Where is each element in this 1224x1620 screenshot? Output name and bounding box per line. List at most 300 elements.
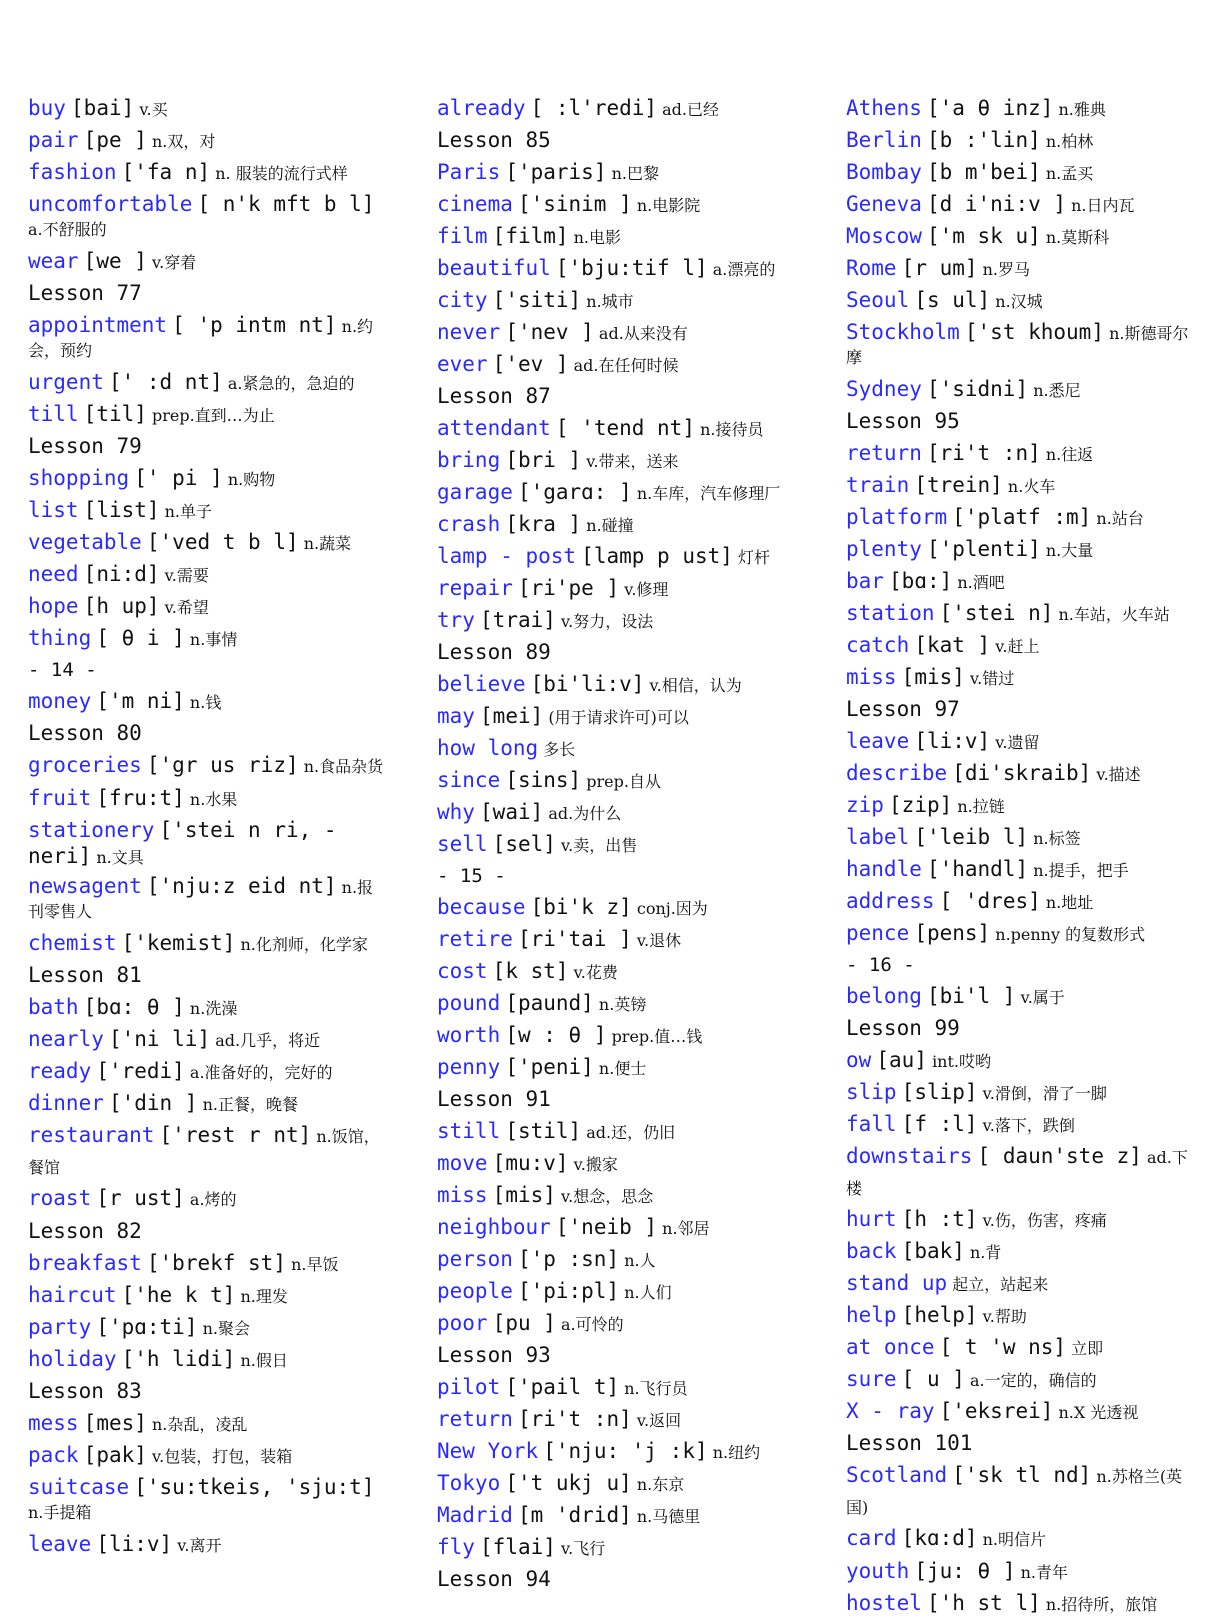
page-number	[846, 950, 1196, 981]
definition: v.描述	[1096, 765, 1141, 784]
vocab-word: roast	[28, 1186, 92, 1210]
vocab-word: zip	[846, 793, 884, 817]
definition: n.食品杂货	[303, 757, 384, 776]
lesson-heading	[846, 694, 1196, 726]
vocab-word: Rome	[846, 256, 897, 280]
vocab-entry	[28, 1120, 388, 1183]
phonetic: [ 'tend nt]	[555, 416, 695, 440]
vocab-entry	[437, 1276, 797, 1308]
vocab-word: New York	[437, 1439, 539, 1463]
vocab-word: Seoul	[846, 288, 910, 312]
vocab-entry	[437, 1372, 797, 1404]
phonetic: [ n'k mft b l]	[197, 192, 375, 216]
vocab-word: hostel	[846, 1591, 922, 1615]
phonetic: [kra ]	[505, 512, 582, 536]
phonetic: [bi'li:v]	[530, 672, 645, 696]
vocab-entry	[437, 924, 797, 956]
definition: v.退休	[636, 931, 682, 950]
vocab-word: pound	[437, 991, 501, 1015]
phonetic: ['h lidi]	[121, 1347, 236, 1371]
phonetic: [s ul]	[914, 288, 991, 312]
lesson-title: Lesson 79	[28, 434, 142, 458]
definition: int.哎哟	[932, 1052, 992, 1071]
definition: n.便士	[598, 1059, 647, 1078]
definition: n.理发	[240, 1287, 288, 1306]
definition: n.蔬菜	[303, 534, 352, 553]
definition: ad.已经	[662, 100, 720, 119]
vocab-word: holiday	[28, 1347, 117, 1371]
definition: ad.还，仍旧	[586, 1123, 676, 1142]
vocab-entry	[28, 1280, 388, 1312]
vocab-word: people	[437, 1279, 513, 1303]
definition: n.电影	[573, 228, 622, 247]
phonetic: [ni:d]	[83, 562, 160, 586]
vocab-entry	[28, 495, 388, 527]
vocab-word: handle	[846, 857, 922, 881]
definition: n.大量	[1045, 541, 1094, 560]
vocab-word: leave	[846, 729, 910, 753]
phonetic: [fru:t]	[96, 786, 185, 810]
vocab-word: hope	[28, 594, 79, 618]
vocab-word: buy	[28, 96, 66, 120]
phonetic: ['platf :m]	[952, 505, 1092, 529]
phonetic: ['rest r nt]	[159, 1123, 312, 1147]
vocab-entry	[28, 313, 388, 363]
phonetic: ['pi:pl]	[517, 1279, 620, 1303]
lesson-title: Lesson 93	[437, 1343, 551, 1367]
phonetic: [ 'p intm nt]	[172, 313, 337, 337]
phonetic: ['redi]	[96, 1059, 185, 1083]
definition: n.接待员	[700, 420, 764, 439]
vocab-entry	[846, 790, 1196, 822]
definition: ad.几乎，将近	[215, 1031, 321, 1050]
vocab-entry	[846, 1588, 1196, 1620]
phonetic: [di'skraib]	[952, 761, 1092, 785]
vocab-entry	[28, 818, 388, 870]
definition: ad.从来没有	[598, 324, 688, 343]
lesson-heading	[437, 1084, 797, 1116]
lesson-heading	[28, 1376, 388, 1408]
lesson-heading	[437, 1340, 797, 1372]
vocab-word: return	[437, 1407, 513, 1431]
phonetic: [ri't :n]	[926, 441, 1041, 465]
lesson-title: Lesson 77	[28, 281, 142, 305]
vocab-entry	[437, 1500, 797, 1532]
lesson-heading	[846, 1013, 1196, 1045]
vocab-word: poor	[437, 1311, 488, 1335]
definition: n.聚会	[202, 1319, 250, 1338]
phonetic: [b m'bei]	[926, 160, 1041, 184]
vocab-word: penny	[437, 1055, 501, 1079]
phonetic: [wai]	[480, 800, 544, 824]
vocab-entry	[846, 1364, 1196, 1396]
definition: 立即	[1071, 1339, 1104, 1358]
vocab-entry	[437, 1404, 797, 1436]
definition: n.纽约	[712, 1443, 761, 1462]
definition: n.X 光透视	[1058, 1403, 1139, 1422]
phonetic: [mis]	[901, 665, 965, 689]
vocab-entry	[437, 413, 797, 445]
vocab-entry	[846, 1300, 1196, 1332]
phonetic: [w : θ ]	[505, 1023, 607, 1047]
vocab-entry	[28, 93, 388, 125]
vocab-word: cinema	[437, 192, 513, 216]
phonetic: [kɑ:d]	[901, 1526, 978, 1550]
lesson-title: Lesson 97	[846, 697, 960, 721]
vocab-word: attendant	[437, 416, 551, 440]
vocab-word: plenty	[846, 537, 922, 561]
phonetic: [h :t]	[901, 1207, 978, 1231]
vocab-word: stationery	[28, 818, 155, 842]
vocab-entry	[846, 758, 1196, 790]
definition: v.穿着	[151, 253, 197, 272]
phonetic: [bai]	[71, 96, 135, 120]
definition: n.报刊零售人	[28, 878, 374, 921]
vocab-word: label	[846, 825, 910, 849]
vocab-word: appointment	[28, 313, 168, 337]
phonetic: [bi'k z]	[530, 895, 632, 919]
vocab-entry	[28, 591, 388, 623]
vocab-word: crash	[437, 512, 501, 536]
vocab-entry	[437, 701, 797, 733]
vocab-word: vegetable	[28, 530, 142, 554]
definition: v.相信，认为	[649, 676, 742, 695]
phonetic: ['ev ]	[492, 352, 569, 376]
phonetic: [we ]	[83, 249, 147, 273]
phonetic: ['ved t b l]	[146, 530, 299, 554]
vocab-word: pence	[846, 921, 910, 945]
lesson-title: Lesson 82	[28, 1219, 142, 1243]
phonetic: ['sk tl nd]	[952, 1463, 1092, 1487]
vocab-word: Moscow	[846, 224, 922, 248]
lesson-title: Lesson 91	[437, 1087, 551, 1111]
vocab-entry	[437, 956, 797, 988]
definition: (用于请求许可)可以	[548, 708, 689, 727]
vocab-word: repair	[437, 576, 513, 600]
vocab-entry	[437, 541, 797, 573]
vocab-word: hurt	[846, 1207, 897, 1231]
definition: ad.下楼	[846, 1148, 1188, 1198]
vocab-word: how long	[437, 736, 539, 760]
vocab-word: groceries	[28, 753, 142, 777]
definition: v.滑倒，滑了一脚	[982, 1084, 1107, 1103]
definition: n.双，对	[151, 132, 216, 151]
vocab-entry	[28, 992, 388, 1024]
vocab-word: never	[437, 320, 501, 344]
phonetic: [au]	[876, 1048, 927, 1072]
definition: n.酒吧	[957, 573, 1005, 592]
lesson-heading	[437, 381, 797, 413]
vocab-word: dinner	[28, 1091, 104, 1115]
definition: n.提手，把手	[1033, 861, 1129, 880]
vocab-entry	[437, 1244, 797, 1276]
definition: a.烤的	[189, 1190, 237, 1209]
definition: n.悉尼	[1033, 381, 1081, 400]
vocab-entry	[437, 285, 797, 317]
phonetic: [bɑ:]	[889, 569, 953, 593]
definition: prep.直到…为止	[151, 406, 275, 425]
phonetic: [kat ]	[914, 633, 991, 657]
vocab-entry	[28, 527, 388, 559]
phonetic: [list]	[83, 498, 160, 522]
page-number-text: - 16 -	[846, 954, 915, 976]
phonetic: [mei]	[480, 704, 544, 728]
phonetic: [zip]	[889, 793, 953, 817]
definition: n.柏林	[1045, 132, 1094, 151]
definition: n.孟买	[1045, 164, 1094, 183]
definition: n.明信片	[982, 1530, 1047, 1549]
vocab-entry	[846, 157, 1196, 189]
definition: n.杂乱，凌乱	[151, 1415, 248, 1434]
definition: v.修理	[624, 580, 669, 599]
vocab-word: already	[437, 96, 526, 120]
vocab-entry	[846, 438, 1196, 470]
definition: a.可怜的	[560, 1315, 624, 1334]
vocab-entry	[846, 253, 1196, 285]
phonetic: [slip]	[901, 1080, 978, 1104]
phonetic: [d i'ni:v ]	[926, 192, 1067, 216]
vocab-entry	[437, 1212, 797, 1244]
vocab-entry	[28, 1440, 388, 1472]
definition: n.拉链	[957, 797, 1005, 816]
phonetic: [k st]	[492, 959, 569, 983]
definition: n.约会，预约	[28, 317, 374, 360]
lesson-heading	[28, 1216, 388, 1248]
vocab-word: film	[437, 224, 488, 248]
vocab-entry	[437, 1052, 797, 1084]
definition: n.城市	[586, 292, 634, 311]
vocab-entry	[437, 669, 797, 701]
vocab-entry	[28, 1475, 388, 1525]
vocab-word: still	[437, 1119, 501, 1143]
page-number-text: - 15 -	[437, 865, 506, 887]
phonetic: [' pi ]	[134, 466, 223, 490]
vocab-entry	[437, 1436, 797, 1468]
definition: v.买	[139, 100, 168, 119]
vocab-word: Athens	[846, 96, 922, 120]
vocab-word: X - ray	[846, 1399, 935, 1423]
lesson-heading	[28, 278, 388, 310]
lesson-heading	[437, 637, 797, 669]
vocab-entry	[437, 477, 797, 509]
vocab-entry	[437, 1308, 797, 1340]
vocab-word: why	[437, 800, 475, 824]
vocab-entry	[437, 605, 797, 637]
vocab-word: cost	[437, 959, 488, 983]
phonetic: [b :'lin]	[926, 128, 1041, 152]
vocab-column-2	[437, 93, 797, 1596]
vocab-word: describe	[846, 761, 948, 785]
definition: n.莫斯科	[1045, 228, 1110, 247]
phonetic: ['t ukj u]	[505, 1471, 632, 1495]
definition: v.努力，设法	[560, 612, 654, 631]
definition: 灯杆	[737, 548, 770, 567]
vocab-entry	[846, 1109, 1196, 1141]
vocab-word: slip	[846, 1080, 897, 1104]
definition: v.花费	[573, 963, 618, 982]
phonetic: ['siti]	[492, 288, 582, 312]
vocab-entry	[846, 566, 1196, 598]
phonetic: ['stei n ri, -neri]	[28, 818, 337, 868]
phonetic: [ju: θ ]	[914, 1559, 1016, 1583]
vocab-word: wear	[28, 249, 79, 273]
phonetic: [r um]	[901, 256, 978, 280]
vocab-word: sure	[846, 1367, 897, 1391]
phonetic: [paund]	[505, 991, 594, 1015]
vocab-entry	[846, 1556, 1196, 1588]
definition: prep.自从	[586, 772, 661, 791]
vocab-entry	[846, 189, 1196, 221]
phonetic: ['p :sn]	[517, 1247, 620, 1271]
vocab-word: at once	[846, 1335, 935, 1359]
vocab-entry	[437, 1020, 797, 1052]
vocab-word: may	[437, 704, 475, 728]
definition: v.伤，伤害，疼痛	[982, 1211, 1107, 1230]
vocab-entry	[437, 797, 797, 829]
definition: n.英镑	[598, 995, 647, 1014]
phonetic: ['handl]	[926, 857, 1029, 881]
vocab-entry	[437, 349, 797, 381]
phonetic: ['kemist]	[121, 931, 236, 955]
vocab-entry	[437, 573, 797, 605]
page-number	[28, 655, 388, 686]
vocab-word: lamp - post	[437, 544, 577, 568]
definition: n.背	[969, 1243, 1002, 1262]
definition: n.日内瓦	[1071, 196, 1135, 215]
vocab-entry	[437, 1180, 797, 1212]
definition: n.手提箱	[28, 1503, 92, 1522]
vocab-entry	[846, 854, 1196, 886]
phonetic: [trein]	[914, 473, 1003, 497]
vocab-entry	[846, 1045, 1196, 1077]
vocab-word: nearly	[28, 1027, 104, 1051]
definition: v.搬家	[573, 1155, 618, 1174]
vocab-word: Berlin	[846, 128, 922, 152]
vocab-word: ever	[437, 352, 488, 376]
phonetic: ['st khoum]	[964, 320, 1104, 344]
vocab-word: uncomfortable	[28, 192, 193, 216]
definition: conj.因为	[636, 899, 708, 918]
definition: n.巴黎	[611, 164, 659, 183]
phonetic: ['m ni]	[96, 689, 185, 713]
vocab-word: retire	[437, 927, 513, 951]
vocab-entry	[846, 1268, 1196, 1300]
vocab-word: thing	[28, 626, 92, 650]
phonetic: ['din ]	[108, 1091, 198, 1115]
vocab-entry	[437, 253, 797, 285]
phonetic: [pu ]	[492, 1311, 556, 1335]
vocab-entry	[437, 988, 797, 1020]
vocab-word: Bombay	[846, 160, 922, 184]
vocab-word: bring	[437, 448, 501, 472]
vocab-entry	[846, 1396, 1196, 1428]
vocab-word: list	[28, 498, 79, 522]
phonetic: [r ust]	[96, 1186, 185, 1210]
vocab-entry	[846, 125, 1196, 157]
phonetic: [pe ]	[83, 128, 147, 152]
vocab-entry	[28, 753, 388, 779]
definition: n.假日	[240, 1351, 288, 1370]
vocab-word: neighbour	[437, 1215, 551, 1239]
phonetic: ['pɑ:ti]	[96, 1315, 198, 1339]
phonetic: [ri'pe ]	[517, 576, 620, 600]
phonetic: ['nju: 'j :k]	[543, 1439, 708, 1463]
vocab-word: since	[437, 768, 501, 792]
vocab-entry	[28, 686, 388, 718]
phonetic: ['he k t]	[121, 1283, 236, 1307]
vocab-word: pair	[28, 128, 79, 152]
vocab-entry	[28, 125, 388, 157]
vocab-word: suitcase	[28, 1475, 130, 1499]
vocab-word: ow	[846, 1048, 872, 1072]
vocab-word: belong	[846, 984, 922, 1008]
definition: n.火车	[1007, 477, 1056, 496]
definition: v.希望	[164, 598, 209, 617]
page-number-text: - 14 -	[28, 659, 97, 681]
vocab-word: miss	[846, 665, 897, 689]
phonetic: [m 'drid]	[517, 1503, 632, 1527]
vocab-entry	[846, 886, 1196, 918]
phonetic: ['bju:tif l]	[555, 256, 708, 280]
definition: v.赶上	[995, 637, 1040, 656]
vocab-entry	[846, 285, 1196, 317]
vocab-entry	[28, 463, 388, 495]
definition: n.飞行员	[624, 1379, 688, 1398]
vocab-entry	[846, 502, 1196, 534]
phonetic: [mu:v]	[492, 1151, 569, 1175]
phonetic: [ri't :n]	[517, 1407, 632, 1431]
vocab-entry	[846, 726, 1196, 758]
phonetic: ['brekf st]	[146, 1251, 286, 1275]
vocab-entry	[437, 1116, 797, 1148]
vocab-word: believe	[437, 672, 526, 696]
definition: n.东京	[636, 1475, 685, 1494]
vocab-entry	[846, 93, 1196, 125]
definition: a.一定的，确信的	[969, 1371, 1097, 1390]
definition: n.地址	[1045, 893, 1094, 912]
vocab-word: platform	[846, 505, 948, 529]
vocab-entry	[846, 1077, 1196, 1109]
vocab-word: mess	[28, 1411, 79, 1435]
vocab-word: pilot	[437, 1375, 501, 1399]
definition: v.属于	[1020, 988, 1065, 1007]
lesson-title: Lesson 89	[437, 640, 551, 664]
definition: v.遗留	[995, 733, 1040, 752]
vocab-word: fashion	[28, 160, 117, 184]
definition: v.带来，送来	[586, 452, 679, 471]
phonetic: ['stei n]	[939, 601, 1054, 625]
phonetic: [ :l'redi]	[530, 96, 658, 120]
vocab-entry	[437, 221, 797, 253]
definition: 起立，站起来	[952, 1275, 1049, 1294]
lesson-title: Lesson 83	[28, 1379, 142, 1403]
vocab-entry	[28, 559, 388, 591]
vocab-word: pack	[28, 1443, 79, 1467]
vocab-word: urgent	[28, 370, 104, 394]
vocab-entry	[437, 1532, 797, 1564]
vocab-word: fall	[846, 1112, 897, 1136]
vocab-entry	[846, 1204, 1196, 1236]
definition: ad.在任何时候	[573, 356, 679, 375]
definition: ad.为什么	[548, 804, 622, 823]
definition: n.人们	[624, 1283, 672, 1302]
vocab-word: stand up	[846, 1271, 948, 1295]
vocab-word: bar	[846, 569, 884, 593]
vocab-word: money	[28, 689, 92, 713]
vocab-word: Stockholm	[846, 320, 960, 344]
phonetic: [mes]	[83, 1411, 147, 1435]
phonetic: [stil]	[505, 1119, 582, 1143]
